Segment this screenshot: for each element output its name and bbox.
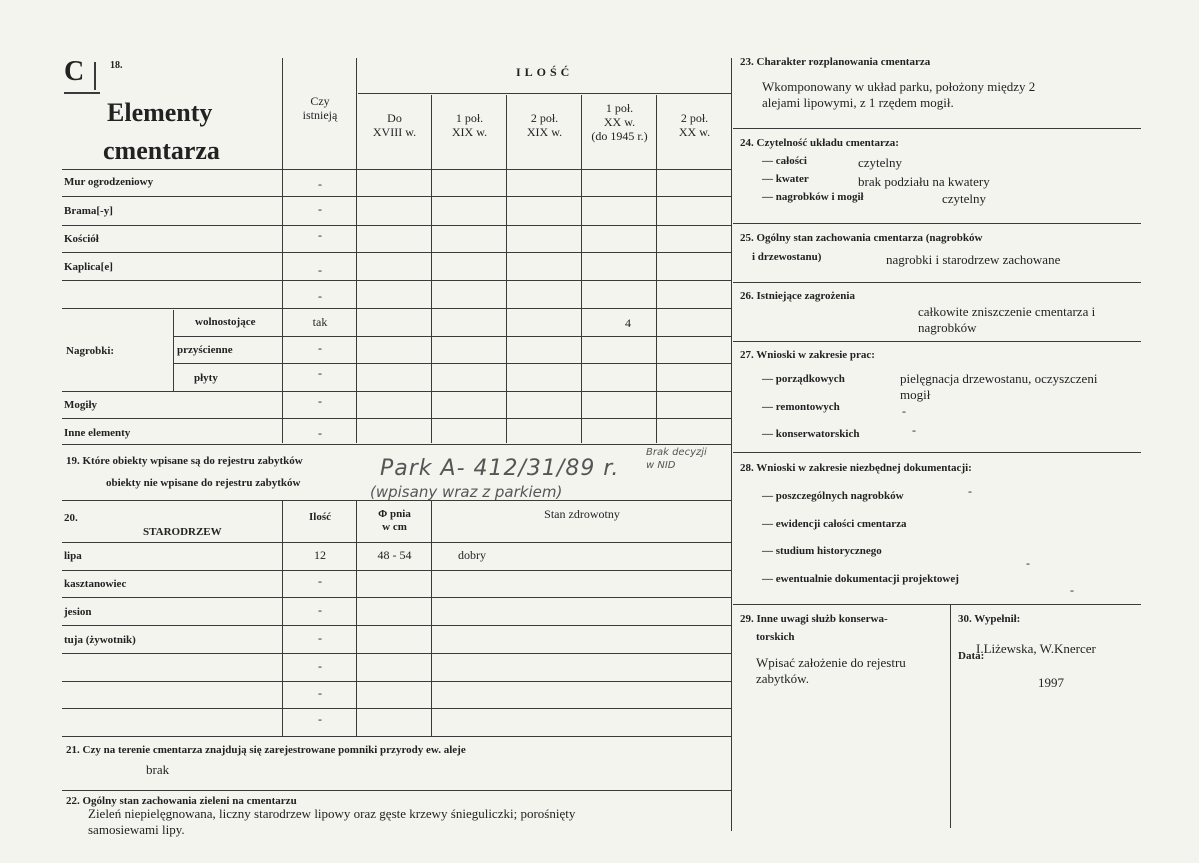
period-col-header	[358, 112, 431, 140]
grid-line	[173, 336, 731, 337]
row-exists-value: -	[318, 263, 322, 277]
grid-line	[62, 391, 731, 392]
section-21-label: 21. Czy na terenie cmentarza znajdują się zarejestrowane pomniki przyrody ew. aleje	[66, 744, 466, 756]
section-28-row-value: -	[968, 484, 972, 498]
section-28-row-label: — ewentualnie dokumentacji projektowej	[762, 573, 959, 585]
row-exists-value: -	[318, 202, 322, 216]
section-28-row-label: — ewidencji całości cmentarza	[762, 518, 907, 530]
row-exists-value: -	[318, 394, 322, 408]
row-sublabel: wolnostojące	[195, 316, 256, 328]
grid-line	[62, 252, 731, 253]
grid-line	[62, 570, 731, 571]
row-label: Nagrobki:	[66, 345, 115, 357]
section-27-row-label: — konserwatorskich	[762, 428, 860, 440]
section-24-row-label: — kwater	[762, 173, 809, 185]
section-27-row-value: -	[912, 423, 916, 437]
grid-line	[282, 58, 283, 443]
row-exists-value: -	[318, 289, 322, 303]
section-letter-underline	[64, 92, 100, 94]
grid-line	[173, 310, 174, 392]
period-col-header	[658, 112, 731, 140]
section-27-row-label: — porządkowych	[762, 373, 845, 385]
tree-trunk: 48 - 54	[377, 548, 412, 562]
section-29-label: 29. Inne uwagi służb konserwa-	[740, 613, 888, 625]
row-label: Kaplica[e]	[64, 261, 113, 273]
section-21-value: brak	[146, 762, 170, 777]
row-exists-value: -	[318, 228, 322, 242]
period-col-header	[433, 112, 506, 140]
header-line: 2 poł.	[680, 111, 709, 125]
grid-line	[950, 604, 951, 828]
grid-line	[733, 341, 1141, 342]
header-line: (do 1945 r.)	[591, 128, 648, 143]
section-22-label: 22. Ogólny stan zachowania zieleni na cmentarzu	[66, 795, 297, 807]
section-22-text: samosiewami lipy.	[88, 822, 185, 837]
grid-line	[62, 625, 731, 626]
grid-line	[62, 418, 731, 419]
section-24-row-value: czytelny	[858, 155, 903, 170]
section-26-text: nagrobków	[918, 320, 977, 335]
tree-name: tuja (żywotnik)	[64, 634, 136, 646]
grid-line	[62, 708, 731, 709]
header-line: 2 poł.	[530, 111, 559, 125]
grid-line	[62, 308, 731, 309]
section-20-number: 20.	[64, 512, 78, 524]
tree-count: -	[318, 631, 322, 645]
header-line: Φ pnia	[378, 508, 411, 520]
date-value: 1997	[1038, 675, 1064, 690]
section-27-row-value: -	[902, 404, 906, 418]
section-28-row-label: — studium historycznego	[762, 545, 882, 557]
row-label: Mur ogrodzeniowy	[64, 176, 154, 188]
section-24-row-value: czytelny	[942, 191, 987, 206]
header-line: XIX w.	[526, 124, 563, 139]
header-line: istnieją	[302, 107, 338, 122]
grid-line	[733, 452, 1141, 453]
tree-count: -	[318, 603, 322, 617]
grid-line	[358, 93, 731, 94]
section-19-label-2: obiekty nie wpisane do rejestru zabytków	[106, 477, 301, 489]
grid-line	[733, 128, 1141, 129]
row-exists-value: -	[318, 426, 322, 440]
section-25-label-2: i drzewostanu)	[752, 251, 822, 263]
grid-line	[733, 282, 1141, 283]
row-sublabel: płyty	[194, 372, 218, 384]
row-label: Brama[-y]	[64, 205, 113, 217]
header-line: XX w.	[678, 124, 711, 139]
column-header-quantity: ILOŚĆ	[516, 65, 574, 79]
tree-count: -	[318, 712, 322, 726]
grid-line	[431, 500, 432, 736]
tree-health: dobry	[458, 548, 486, 562]
grid-line	[173, 363, 731, 364]
row-exists-value: -	[318, 341, 322, 355]
section-29-text: Wpisać założenie do rejestru	[756, 655, 906, 670]
tree-count: -	[318, 686, 322, 700]
row-label: Kościół	[64, 233, 99, 245]
filled-by-name: I.Liżewska, W.Knercer	[976, 641, 1096, 656]
section-24-label: 24. Czytelność układu cmentarza:	[740, 137, 899, 149]
section-19-label: 19. Które obiekty wpisane są do rejestru zabytków	[66, 455, 303, 467]
header-line: Do	[387, 111, 402, 125]
section-28-row-value: -	[1026, 556, 1030, 570]
tree-name: jesion	[64, 606, 92, 618]
section-28-row-value: -	[1070, 583, 1074, 597]
section-letter-bar	[94, 62, 96, 90]
grid-line	[62, 597, 731, 598]
tree-count: -	[318, 659, 322, 673]
section-28-label: 28. Wnioski w zakresie niezbędnej dokumentacji:	[740, 462, 972, 474]
header-line: 1 poł.	[455, 111, 484, 125]
section-27-row-label: — remontowych	[762, 401, 840, 413]
tree-name: lipa	[64, 550, 82, 562]
section-letter: C	[64, 56, 85, 87]
grid-line	[733, 223, 1141, 224]
grid-line	[62, 196, 731, 197]
grid-line	[62, 225, 731, 226]
section-30-label: 30. Wypełnił:	[958, 613, 1021, 625]
grid-line	[62, 444, 731, 445]
section-23-text: Wkomponowany w układ parku, położony między 2	[762, 79, 1036, 94]
header-line: XVIII w.	[372, 124, 417, 139]
grid-line	[62, 542, 731, 543]
column-header-trunk	[358, 508, 431, 533]
section-26-text: całkowite zniszczenie cmentarza i	[918, 304, 1096, 319]
section-23-text: alejami lipowymi, z 1 rzędem mogił.	[762, 95, 954, 110]
row-exists-value: tak	[312, 315, 328, 329]
tree-count: 12	[314, 548, 326, 562]
header-line: XX w.	[603, 114, 636, 129]
grid-line	[62, 169, 731, 170]
section-20-title: STARODRZEW	[143, 526, 222, 538]
section-number: 18.	[110, 60, 123, 71]
header-line: w cm	[382, 520, 407, 533]
period-col-header	[508, 112, 581, 140]
column-header-quantity: Ilość	[309, 511, 331, 523]
section-27-label: 27. Wnioski w zakresie prac:	[740, 349, 875, 361]
quantity-value: 4	[625, 316, 631, 330]
section-25-label: 25. Ogólny stan zachowania cmentarza (nagrobków	[740, 232, 983, 244]
section-24-row-value: brak podziału na kwatery	[858, 174, 990, 189]
section-27-row-value: pielęgnacja drzewostanu, oczyszczeni	[900, 371, 1098, 386]
grid-line	[62, 280, 731, 281]
row-exists-value: -	[318, 177, 322, 191]
handwritten-note: (wpisany wraz z parkiem)	[370, 483, 563, 501]
column-header-health: Stan zdrowotny	[544, 507, 620, 521]
grid-line	[62, 790, 731, 791]
row-exists-value: -	[318, 366, 322, 380]
section-23-label: 23. Charakter rozplanowania cmentarza	[740, 56, 931, 68]
section-22-text: Zieleń niepielęgnowana, liczny starodrzew lipowy oraz gęste krzewy śnieguliczki; porośnięty	[88, 806, 576, 821]
grid-line	[282, 500, 283, 736]
row-sublabel: przyścienne	[177, 344, 233, 356]
grid-line	[62, 681, 731, 682]
section-25-value: nagrobki i starodrzew zachowane	[886, 252, 1061, 267]
section-29-text: zabytków.	[756, 671, 809, 686]
header-line: 1 poł.	[605, 101, 634, 115]
header-line: Czy	[310, 94, 330, 108]
grid-line	[356, 58, 357, 443]
section-29-label-2: torskich	[756, 631, 795, 643]
column-header-exists	[284, 95, 356, 123]
page-title: Elementy	[107, 98, 213, 127]
page-title: cmentarza	[103, 136, 220, 165]
handwritten-note: Park A- 412/31/89 r.	[380, 456, 620, 481]
tree-count: -	[318, 574, 322, 588]
period-col-header	[583, 102, 656, 143]
section-24-row-label: — całości	[762, 155, 807, 167]
section-26-label: 26. Istniejące zagrożenia	[740, 290, 855, 302]
grid-line	[62, 653, 731, 654]
grid-line	[356, 500, 357, 736]
row-label: Mogiły	[64, 399, 97, 411]
handwritten-note: Brak decyzji w NID	[646, 447, 707, 471]
grid-line	[731, 58, 732, 831]
row-label: Inne elementy	[64, 427, 131, 439]
tree-name: kasztanowiec	[64, 578, 127, 590]
grid-line	[62, 736, 731, 737]
grid-line	[733, 604, 1141, 605]
section-27-row-value: mogił	[900, 387, 931, 402]
header-line: XIX w.	[451, 124, 488, 139]
date-label: Data:	[958, 650, 985, 662]
section-24-row-label: — nagrobków i mogił	[762, 191, 864, 203]
section-28-row-label: — poszczególnych nagrobków	[762, 490, 904, 502]
